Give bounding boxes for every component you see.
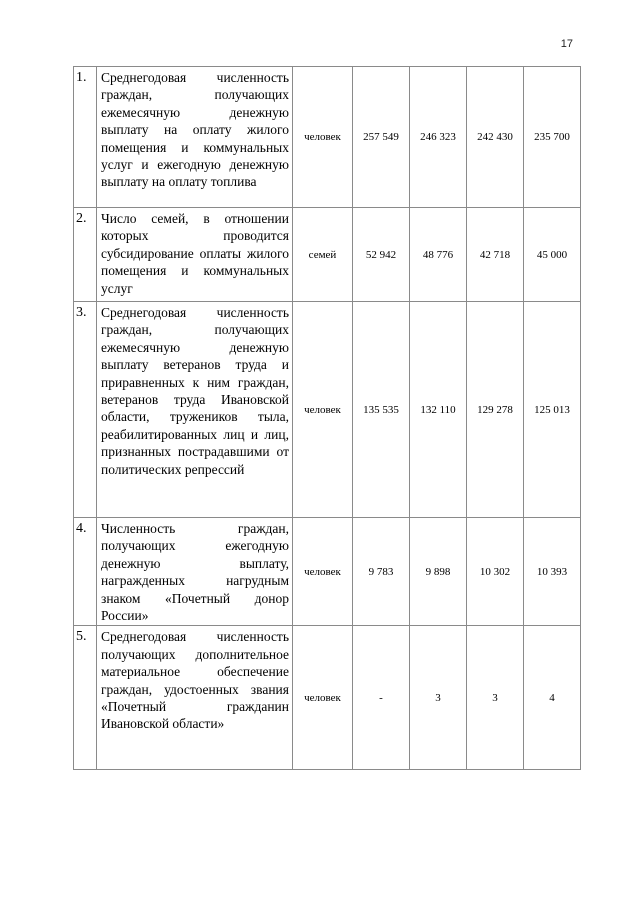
unit-cell: человек [293,518,353,626]
table-row [74,208,581,302]
indicator-description: Среднегодовая численность граждан, получающих ежемесячную денежную выплату на оплату жилого помещения и коммунальных услуг и ежегодную денежную выплату на оплату топлива [97,67,293,208]
table-row [74,518,581,626]
value-cell: 242 430 [467,67,524,208]
table-row [74,626,581,770]
value-cell: 3 [467,626,524,770]
indicators-table [73,66,581,770]
table-row [74,302,581,518]
unit-cell: человек [293,302,353,518]
indicator-description: Среднегодовая численность получающих дополнительное материальное обеспечение граждан, удостоенных звания «Почетный гражданин Ивановской области» [97,626,293,770]
row-number: 3. [74,302,97,518]
unit-cell: человек [293,626,353,770]
row-number: 2. [74,208,97,302]
value-cell: 132 110 [410,302,467,518]
value-cell: 125 013 [524,302,581,518]
value-cell: 135 535 [353,302,410,518]
value-cell: 3 [410,626,467,770]
page-number: 17 [560,38,573,50]
value-cell: 9 783 [353,518,410,626]
value-cell: 45 000 [524,208,581,302]
unit-cell: семей [293,208,353,302]
value-cell: 235 700 [524,67,581,208]
value-cell: 257 549 [353,67,410,208]
value-cell: - [353,626,410,770]
row-number: 4. [74,518,97,626]
row-number: 1. [74,67,97,208]
value-cell: 48 776 [410,208,467,302]
value-cell: 10 393 [524,518,581,626]
value-cell: 52 942 [353,208,410,302]
value-cell: 9 898 [410,518,467,626]
value-cell: 4 [524,626,581,770]
unit-cell: человек [293,67,353,208]
table-row [74,67,581,208]
indicator-description: Численность граждан, получающих ежегодную денежную выплату, награжденных нагрудным знаком «Почетный донор России» [97,518,293,626]
value-cell: 129 278 [467,302,524,518]
row-number: 5. [74,626,97,770]
value-cell: 246 323 [410,67,467,208]
value-cell: 10 302 [467,518,524,626]
indicator-description: Среднегодовая численность граждан, получающих ежемесячную денежную выплату ветеранов труда и приравненных к ним граждан, ветеранов труда Ивановской области, тружеников тыла, реабилитированных лиц и лиц, признанных пострадавшими от политических репрессий [97,302,293,518]
value-cell: 42 718 [467,208,524,302]
indicator-description: Число семей, в отношении которых проводится субсидирование оплаты жилого помещения и коммунальных услуг [97,208,293,302]
